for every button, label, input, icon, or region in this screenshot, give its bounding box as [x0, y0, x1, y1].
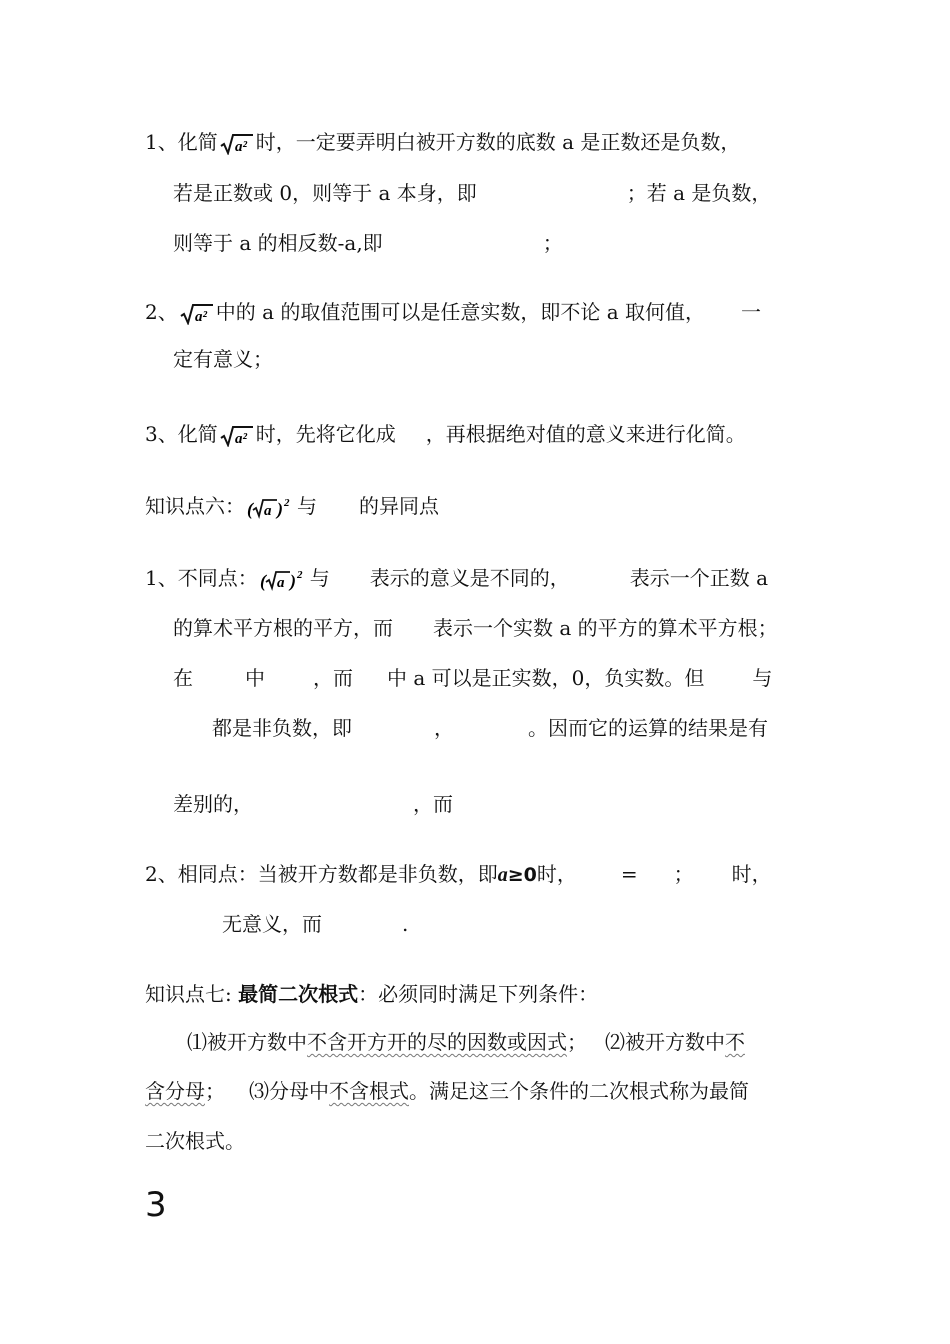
- same-line2: [222, 910, 408, 938]
- svg-text:2: 2: [296, 568, 303, 581]
- text: 中的 a 的取值范围可以是任意实数，即不论 a 取何值，: [215, 300, 706, 324]
- svg-text:): ): [277, 498, 283, 519]
- text: 的异同点: [359, 494, 439, 518]
- diff-line2: [173, 614, 778, 642]
- text: ：必须同时满足下列条件：: [358, 982, 599, 1006]
- text: 二次根式。: [145, 1129, 245, 1153]
- kp6-heading: [145, 492, 439, 520]
- p1-line2: [173, 179, 771, 207]
- text: ；: [205, 1079, 225, 1103]
- text: ；若 a 是负数，: [626, 181, 772, 205]
- text: 差别的，: [173, 792, 253, 816]
- p3-line: [145, 420, 746, 448]
- svg-text:a²: a²: [234, 138, 247, 155]
- svg-text:a: a: [264, 502, 272, 519]
- p1-line1: [145, 128, 740, 156]
- svg-text:a²: a²: [194, 308, 207, 325]
- text: 若是正数或 0，则等于 a 本身，即: [173, 181, 477, 205]
- text: =: [620, 862, 638, 886]
- text: 知识点六：: [145, 494, 245, 518]
- sqrt-a-squared-paren-formula: [260, 568, 308, 592]
- p2-line2: [173, 345, 273, 373]
- p1-line3: [173, 229, 563, 257]
- p2-line1: [145, 298, 761, 326]
- math-var-a: a: [497, 864, 508, 886]
- kp7-title-bold: 最简二次根式: [238, 982, 359, 1006]
- svg-text:): ): [289, 570, 296, 591]
- text: ，而: [313, 666, 353, 690]
- same-line1: [145, 860, 772, 889]
- wavy-underlined-text: 不: [725, 1030, 745, 1054]
- text: 时，一定要弄明白被开方数的底数 a 是正数还是负数，: [255, 130, 741, 154]
- sqrt-a-squared-formula: [180, 303, 214, 325]
- text: ，再根据绝对值的意义来进行化简。: [425, 422, 746, 446]
- text: 。因而它的运算的结果是有: [528, 716, 768, 740]
- kp7-heading: [145, 980, 598, 1008]
- math-condition: ≥0: [507, 864, 537, 886]
- kp7-cond-line1: [187, 1028, 745, 1056]
- svg-text:2: 2: [284, 496, 290, 509]
- text: 定有意义；: [173, 347, 273, 371]
- text: 3、化简: [145, 422, 218, 446]
- text: 时，: [731, 862, 772, 886]
- sqrt-a-squared-formula: [220, 425, 254, 447]
- text: 则等于 a 的相反数-a,即: [173, 231, 383, 255]
- text: .: [402, 912, 409, 936]
- text: ；: [542, 231, 563, 255]
- text: 在: [173, 666, 193, 690]
- text: 与: [309, 566, 330, 590]
- text: 中 a 可以是正实数，0，负实数。但: [387, 666, 705, 690]
- text: ，而: [413, 792, 453, 816]
- text: 2、相同点：当被开方数都是非负数，即: [145, 862, 498, 886]
- text: 表示一个正数 a: [629, 566, 769, 590]
- text: 1、化简: [145, 130, 218, 154]
- text: ⑵被开方数中: [605, 1030, 725, 1054]
- svg-text:(: (: [259, 570, 266, 591]
- diff-line5: [173, 790, 453, 818]
- text: ⑴被开方数中: [187, 1030, 307, 1054]
- kp7-cond-line2: [145, 1077, 749, 1105]
- sqrt-a-squared-paren-formula: [247, 496, 295, 520]
- text: 与: [752, 666, 773, 690]
- svg-text:(: (: [247, 498, 253, 519]
- text: 一: [741, 300, 762, 324]
- diff-line1: [145, 564, 768, 592]
- sqrt-a-squared-formula: [220, 133, 254, 155]
- diff-line4: [212, 714, 768, 742]
- wavy-underlined-text: 含分母: [145, 1079, 205, 1103]
- wavy-underlined-text: 不含根式: [329, 1079, 409, 1103]
- text: ⑶分母中: [249, 1079, 329, 1103]
- text: 与: [297, 494, 317, 518]
- diff-line3: [173, 664, 772, 692]
- svg-text:a: a: [276, 574, 285, 591]
- text: 时，: [536, 862, 577, 886]
- text: 时，先将它化成: [255, 422, 396, 446]
- svg-text:a²: a²: [234, 430, 247, 447]
- text: ，: [434, 716, 454, 740]
- text: 。满足这三个条件的二次根式称为最简: [409, 1079, 749, 1103]
- text: 1、不同点：: [145, 566, 258, 590]
- text: 中: [245, 666, 265, 690]
- page-number: 3: [145, 1185, 167, 1225]
- kp7-cond-line3: [145, 1127, 245, 1155]
- text: ；: [673, 862, 694, 886]
- text: 表示一个实数 a 的平方的算术平方根；: [433, 616, 778, 640]
- text: 知识点七:: [145, 982, 239, 1006]
- text: 无意义，而: [222, 912, 322, 936]
- text: 的算术平方根的平方，而: [173, 616, 393, 640]
- text: 都是非负数，即: [212, 716, 352, 740]
- text: ；: [567, 1030, 587, 1054]
- text: 表示的意义是不同的，: [369, 566, 570, 590]
- wavy-underlined-text: 不含开方开的尽的因数或因式: [307, 1030, 567, 1054]
- text: 2、: [145, 300, 178, 324]
